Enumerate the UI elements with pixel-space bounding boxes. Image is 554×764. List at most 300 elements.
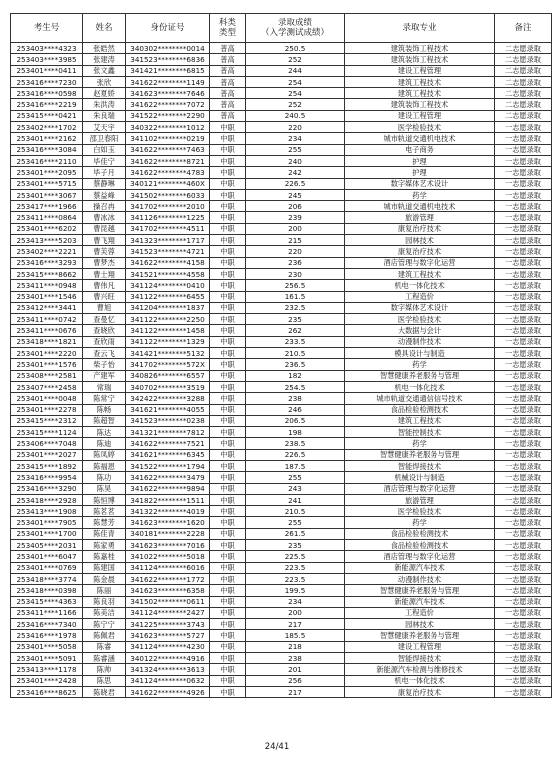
cell-name: 查晓欣	[83, 325, 126, 336]
cell-remark: 一志愿录取	[495, 155, 552, 166]
cell-score: 217	[246, 686, 345, 697]
cell-major: 药学	[345, 517, 495, 528]
cell-name: 曹兴旺	[83, 291, 126, 302]
cell-name: 陈佳青	[83, 528, 126, 539]
cell-id-number: 341523********6836	[126, 54, 210, 65]
cell-exam-number: 253415****2312	[11, 415, 83, 426]
admission-table	[10, 13, 552, 698]
cell-score: 161.5	[246, 291, 345, 302]
cell-major: 药学	[345, 359, 495, 370]
header-major: 录取专业	[345, 14, 495, 43]
table-row	[11, 381, 552, 392]
cell-id-number: 340322********1012	[126, 122, 210, 133]
header-id-number: 身份证号	[126, 14, 210, 43]
cell-major: 城市轨道交通机电技术	[345, 133, 495, 144]
cell-remark: 一志愿录取	[495, 585, 552, 596]
cell-name: 陈畅	[83, 404, 126, 415]
cell-category: 普高	[210, 65, 246, 76]
table-row	[11, 257, 552, 268]
cell-score: 250.5	[246, 43, 345, 54]
cell-id-number: 341124********0632	[126, 675, 210, 686]
cell-exam-number: 253416****3290	[11, 483, 83, 494]
cell-exam-number: 253416****3084	[11, 144, 83, 155]
cell-score: 255	[246, 144, 345, 155]
cell-major: 食品检验检测技术	[345, 540, 495, 551]
cell-category: 中职	[210, 381, 246, 392]
table-row	[11, 235, 552, 246]
table-row	[11, 212, 552, 223]
cell-id-number: 341622********7463	[126, 144, 210, 155]
cell-remark: 一志愿录取	[495, 325, 552, 336]
cell-exam-number: 253413****1178	[11, 664, 83, 675]
cell-exam-number: 253401****3067	[11, 189, 83, 200]
cell-score: 238.5	[246, 438, 345, 449]
cell-name: 曹士翔	[83, 268, 126, 279]
cell-remark: 二志愿录取	[495, 54, 552, 65]
cell-major: 医学检验技术	[345, 122, 495, 133]
cell-exam-number: 253402****1702	[11, 122, 83, 133]
cell-name: 陈帅	[83, 664, 126, 675]
cell-remark: 一志愿录取	[495, 348, 552, 359]
cell-exam-number: 253403****3985	[11, 54, 83, 65]
table-row	[11, 336, 552, 347]
cell-exam-number: 253403****4323	[11, 43, 83, 54]
cell-exam-number: 253412****3441	[11, 302, 83, 313]
cell-major: 旅游管理	[345, 212, 495, 223]
cell-remark: 一志愿录取	[495, 675, 552, 686]
cell-name: 曹旭	[83, 302, 126, 313]
cell-score: 252	[246, 54, 345, 65]
header-remark: 备注	[495, 14, 552, 43]
cell-exam-number: 253401****2428	[11, 675, 83, 686]
cell-score: 226.5	[246, 449, 345, 460]
cell-major: 建筑装饰工程技术	[345, 43, 495, 54]
cell-category: 中职	[210, 664, 246, 675]
cell-score: 242	[246, 167, 345, 178]
cell-exam-number: 253401****2027	[11, 449, 83, 460]
cell-major: 工程造价	[345, 607, 495, 618]
cell-name: 陈家勇	[83, 540, 126, 551]
cell-score: 240.5	[246, 110, 345, 121]
table-row	[11, 133, 552, 144]
cell-category: 中职	[210, 122, 246, 133]
cell-category: 中职	[210, 370, 246, 381]
cell-remark: 一志愿录取	[495, 235, 552, 246]
cell-score: 233.5	[246, 336, 345, 347]
cell-score: 220	[246, 122, 345, 133]
cell-category: 中职	[210, 415, 246, 426]
cell-remark: 一志愿录取	[495, 122, 552, 133]
table-row	[11, 607, 552, 618]
cell-id-number: 341124********4230	[126, 641, 210, 652]
cell-major: 护理	[345, 167, 495, 178]
cell-major: 城市轨道交通机电技术	[345, 201, 495, 212]
cell-name: 张建涛	[83, 54, 126, 65]
cell-remark: 一志愿录取	[495, 630, 552, 641]
cell-score: 217	[246, 619, 345, 630]
table-row	[11, 494, 552, 505]
cell-name: 白如玉	[83, 144, 126, 155]
cell-id-number: 341702********572X	[126, 359, 210, 370]
cell-score: 256	[246, 675, 345, 686]
cell-score: 199.5	[246, 585, 345, 596]
cell-category: 中职	[210, 641, 246, 652]
cell-remark: 一志愿录取	[495, 528, 552, 539]
cell-name: 赵夏娇	[83, 88, 126, 99]
cell-category: 中职	[210, 427, 246, 438]
cell-name: 陈晓君	[83, 686, 126, 697]
cell-remark: 一志愿录取	[495, 201, 552, 212]
cell-score: 236	[246, 257, 345, 268]
cell-major: 酒店管理与数字化运营	[345, 483, 495, 494]
table-row	[11, 223, 552, 234]
table-row	[11, 630, 552, 641]
cell-id-number: 341623********1620	[126, 517, 210, 528]
table-row	[11, 686, 552, 697]
table-row	[11, 359, 552, 370]
cell-major: 建筑装饰工程技术	[345, 54, 495, 65]
cell-remark: 一志愿录取	[495, 573, 552, 584]
cell-id-number: 341122********1329	[126, 336, 210, 347]
cell-id-number: 341523********0238	[126, 415, 210, 426]
cell-exam-number: 253411****0742	[11, 314, 83, 325]
cell-major: 新能源汽车技术	[345, 562, 495, 573]
cell-score: 238	[246, 653, 345, 664]
cell-exam-number: 253413****1908	[11, 506, 83, 517]
cell-major: 机电一体化技术	[345, 381, 495, 392]
cell-category: 中职	[210, 212, 246, 223]
table-row	[11, 302, 552, 313]
cell-score: 206	[246, 201, 345, 212]
cell-category: 中职	[210, 540, 246, 551]
cell-score: 206.5	[246, 415, 345, 426]
cell-exam-number: 253405****2031	[11, 540, 83, 551]
cell-category: 中职	[210, 528, 246, 539]
cell-name: 陈恒博	[83, 494, 126, 505]
cell-score: 226.5	[246, 178, 345, 189]
cell-exam-number: 253416****9954	[11, 472, 83, 483]
header-name: 姓名	[83, 14, 126, 43]
cell-name: 常瑞	[83, 381, 126, 392]
cell-exam-number: 253416****2219	[11, 99, 83, 110]
cell-remark: 一志愿录取	[495, 257, 552, 268]
cell-exam-number: 253401****7905	[11, 517, 83, 528]
cell-remark: 二志愿录取	[495, 76, 552, 87]
cell-name: 朱良瑞	[83, 110, 126, 121]
table-row	[11, 65, 552, 76]
table-row	[11, 43, 552, 54]
cell-remark: 一志愿录取	[495, 438, 552, 449]
table-row	[11, 370, 552, 381]
cell-name: 陈昊	[83, 483, 126, 494]
cell-exam-number: 253418****1821	[11, 336, 83, 347]
cell-score: 254	[246, 76, 345, 87]
table-row	[11, 675, 552, 686]
cell-category: 中职	[210, 573, 246, 584]
cell-score: 182	[246, 370, 345, 381]
cell-major: 智慧健康养老服务与管理	[345, 630, 495, 641]
cell-category: 中职	[210, 133, 246, 144]
cell-category: 中职	[210, 404, 246, 415]
cell-id-number: 341822********1511	[126, 494, 210, 505]
cell-remark: 一志愿录取	[495, 449, 552, 460]
cell-name: 查云飞	[83, 348, 126, 359]
cell-score: 200	[246, 607, 345, 618]
table-row	[11, 449, 552, 460]
cell-remark: 一志愿录取	[495, 551, 552, 562]
table-row	[11, 314, 552, 325]
cell-id-number: 341126********1225	[126, 212, 210, 223]
cell-score: 210.5	[246, 506, 345, 517]
cell-major: 模具设计与制造	[345, 348, 495, 359]
table-row	[11, 325, 552, 336]
table-row	[11, 551, 552, 562]
cell-name: 查欣雨	[83, 336, 126, 347]
cell-id-number: 341324********3613	[126, 664, 210, 675]
cell-remark: 一志愿录取	[495, 641, 552, 652]
cell-score: 245	[246, 189, 345, 200]
cell-remark: 一志愿录取	[495, 506, 552, 517]
cell-id-number: 341623********7016	[126, 540, 210, 551]
cell-remark: 二志愿录取	[495, 88, 552, 99]
cell-id-number: 341622********1772	[126, 573, 210, 584]
cell-exam-number: 253416****1978	[11, 630, 83, 641]
cell-category: 普高	[210, 110, 246, 121]
cell-remark: 一志愿录取	[495, 664, 552, 675]
cell-id-number: 341702********4511	[126, 223, 210, 234]
cell-score: 218	[246, 641, 345, 652]
cell-remark: 一志愿录取	[495, 291, 552, 302]
cell-name: 陈茗茗	[83, 506, 126, 517]
cell-major: 护理	[345, 155, 495, 166]
cell-exam-number: 253411****0676	[11, 325, 83, 336]
cell-id-number: 341124********0410	[126, 280, 210, 291]
cell-id-number: 341122********1458	[126, 325, 210, 336]
cell-id-number: 341522********2290	[126, 110, 210, 121]
cell-name: 毕佳宁	[83, 155, 126, 166]
cell-major: 建筑装饰工程技术	[345, 99, 495, 110]
cell-id-number: 341323********1717	[126, 235, 210, 246]
table-row	[11, 144, 552, 155]
cell-name: 查曼忆	[83, 314, 126, 325]
cell-exam-number: 253401****2095	[11, 167, 83, 178]
cell-name: 柴子怡	[83, 359, 126, 370]
cell-remark: 一志愿录取	[495, 336, 552, 347]
cell-exam-number: 253407****2458	[11, 381, 83, 392]
cell-id-number: 341102********0219	[126, 133, 210, 144]
cell-remark: 一志愿录取	[495, 212, 552, 223]
cell-id-number: 341204********1837	[126, 302, 210, 313]
cell-remark: 一志愿录取	[495, 415, 552, 426]
cell-major: 机电一体化技术	[345, 280, 495, 291]
cell-score: 232.5	[246, 302, 345, 313]
table-row	[11, 427, 552, 438]
cell-id-number: 341521********4558	[126, 268, 210, 279]
cell-remark: 一志愿录取	[495, 686, 552, 697]
header-category: 科类 类型	[210, 14, 246, 43]
cell-major: 医学检验技术	[345, 506, 495, 517]
cell-exam-number: 253401****0769	[11, 562, 83, 573]
cell-category: 中职	[210, 257, 246, 268]
table-row	[11, 619, 552, 630]
cell-category: 中职	[210, 449, 246, 460]
cell-name: 陈思	[83, 675, 126, 686]
cell-category: 中职	[210, 460, 246, 471]
cell-name: 操召冉	[83, 201, 126, 212]
table-row	[11, 178, 552, 189]
cell-score: 223.5	[246, 573, 345, 584]
cell-id-number: 341622********4783	[126, 167, 210, 178]
cell-category: 中职	[210, 494, 246, 505]
cell-exam-number: 253416****2110	[11, 155, 83, 166]
cell-id-number: 341502********6033	[126, 189, 210, 200]
cell-name: 产建军	[83, 370, 126, 381]
table-row	[11, 76, 552, 87]
cell-score: 210.5	[246, 348, 345, 359]
cell-name: 张欣	[83, 76, 126, 87]
cell-id-number: 341622********7072	[126, 99, 210, 110]
cell-major: 建筑工程技术	[345, 88, 495, 99]
cell-name: 陈建国	[83, 562, 126, 573]
cell-major: 机电一体化技术	[345, 675, 495, 686]
cell-id-number: 340122********4916	[126, 653, 210, 664]
cell-score: 230	[246, 268, 345, 279]
cell-exam-number: 253415****1892	[11, 460, 83, 471]
cell-remark: 一志愿录取	[495, 472, 552, 483]
cell-score: 234	[246, 133, 345, 144]
table-row	[11, 246, 552, 257]
cell-name: 张皓然	[83, 43, 126, 54]
cell-exam-number: 253401****1576	[11, 359, 83, 370]
cell-score: 246	[246, 404, 345, 415]
cell-major: 医学检验技术	[345, 314, 495, 325]
cell-category: 中职	[210, 551, 246, 562]
cell-remark: 二志愿录取	[495, 65, 552, 76]
cell-remark: 一志愿录取	[495, 619, 552, 630]
cell-id-number: 340826********6557	[126, 370, 210, 381]
table-row	[11, 348, 552, 359]
cell-id-number: 340302********0014	[126, 43, 210, 54]
cell-major: 电子商务	[345, 144, 495, 155]
cell-major: 城市轨道交通通信信号技术	[345, 393, 495, 404]
cell-remark: 一志愿录取	[495, 381, 552, 392]
cell-remark: 一志愿录取	[495, 246, 552, 257]
table-row	[11, 585, 552, 596]
cell-exam-number: 253411****0864	[11, 212, 83, 223]
cell-remark: 一志愿录取	[495, 427, 552, 438]
cell-name: 陈迪	[83, 438, 126, 449]
cell-score: 215	[246, 235, 345, 246]
cell-name: 陈宁宁	[83, 619, 126, 630]
cell-id-number: 341622********7521	[126, 438, 210, 449]
table-row	[11, 54, 552, 65]
cell-category: 中职	[210, 517, 246, 528]
cell-category: 中职	[210, 619, 246, 630]
cell-remark: 一志愿录取	[495, 607, 552, 618]
cell-id-number: 341124********6016	[126, 562, 210, 573]
cell-name: 陈嘉桂	[83, 551, 126, 562]
cell-exam-number: 253416****8625	[11, 686, 83, 697]
cell-category: 普高	[210, 43, 246, 54]
cell-name: 张文鑫	[83, 65, 126, 76]
table-row	[11, 506, 552, 517]
cell-score: 241	[246, 494, 345, 505]
cell-major: 智慧健康养老服务与管理	[345, 585, 495, 596]
cell-major: 建筑工程技术	[345, 76, 495, 87]
cell-remark: 一志愿录取	[495, 178, 552, 189]
table-row	[11, 562, 552, 573]
table-row	[11, 122, 552, 133]
cell-major: 机械设计与制造	[345, 472, 495, 483]
cell-score: 240	[246, 155, 345, 166]
table-row	[11, 393, 552, 404]
cell-id-number: 341621********6345	[126, 449, 210, 460]
cell-category: 中职	[210, 291, 246, 302]
cell-exam-number: 253402****2221	[11, 246, 83, 257]
cell-name: 陈佩君	[83, 630, 126, 641]
cell-category: 中职	[210, 675, 246, 686]
cell-score: 244	[246, 65, 345, 76]
cell-remark: 二志愿录取	[495, 110, 552, 121]
cell-id-number: 341321********7812	[126, 427, 210, 438]
cell-major: 智慧健康养老服务与管理	[345, 449, 495, 460]
table-row	[11, 517, 552, 528]
header-score: 录取成绩 （入学测试成绩）	[246, 14, 345, 43]
cell-remark: 一志愿录取	[495, 167, 552, 178]
cell-category: 中职	[210, 189, 246, 200]
cell-category: 中职	[210, 302, 246, 313]
cell-score: 255	[246, 517, 345, 528]
table-row	[11, 664, 552, 675]
cell-name: 曹飞翔	[83, 235, 126, 246]
cell-id-number: 341622********1149	[126, 76, 210, 87]
cell-category: 中职	[210, 506, 246, 517]
cell-id-number: 341623********5727	[126, 630, 210, 641]
table-row	[11, 460, 552, 471]
cell-category: 中职	[210, 155, 246, 166]
cell-id-number: 341522********1794	[126, 460, 210, 471]
header-exam-number: 考生号	[11, 14, 83, 43]
table-row	[11, 280, 552, 291]
cell-name: 邵卫春阳	[83, 133, 126, 144]
cell-remark: 一志愿录取	[495, 314, 552, 325]
cell-remark: 一志愿录取	[495, 562, 552, 573]
cell-category: 中职	[210, 562, 246, 573]
cell-exam-number: 253417****1966	[11, 201, 83, 212]
cell-major: 新能源汽车检测与维修技术	[345, 664, 495, 675]
cell-id-number: 340702********3519	[126, 381, 210, 392]
cell-category: 中职	[210, 607, 246, 618]
cell-id-number: 341225********3743	[126, 619, 210, 630]
cell-name: 陈丽	[83, 585, 126, 596]
cell-score: 239	[246, 212, 345, 223]
cell-category: 普高	[210, 54, 246, 65]
cell-exam-number: 253401****2162	[11, 133, 83, 144]
cell-id-number: 341122********6455	[126, 291, 210, 302]
cell-category: 中职	[210, 178, 246, 189]
cell-major: 动漫制作技术	[345, 336, 495, 347]
cell-exam-number: 253401****6202	[11, 223, 83, 234]
cell-category: 中职	[210, 144, 246, 155]
cell-score: 234	[246, 596, 345, 607]
cell-major: 酒店管理与数字化运营	[345, 551, 495, 562]
table-header-row	[11, 14, 552, 43]
cell-id-number: 341622********4926	[126, 686, 210, 697]
cell-remark: 一志愿录取	[495, 540, 552, 551]
cell-score: 254.5	[246, 381, 345, 392]
cell-exam-number: 253413****5203	[11, 235, 83, 246]
cell-id-number: 341421********5132	[126, 348, 210, 359]
